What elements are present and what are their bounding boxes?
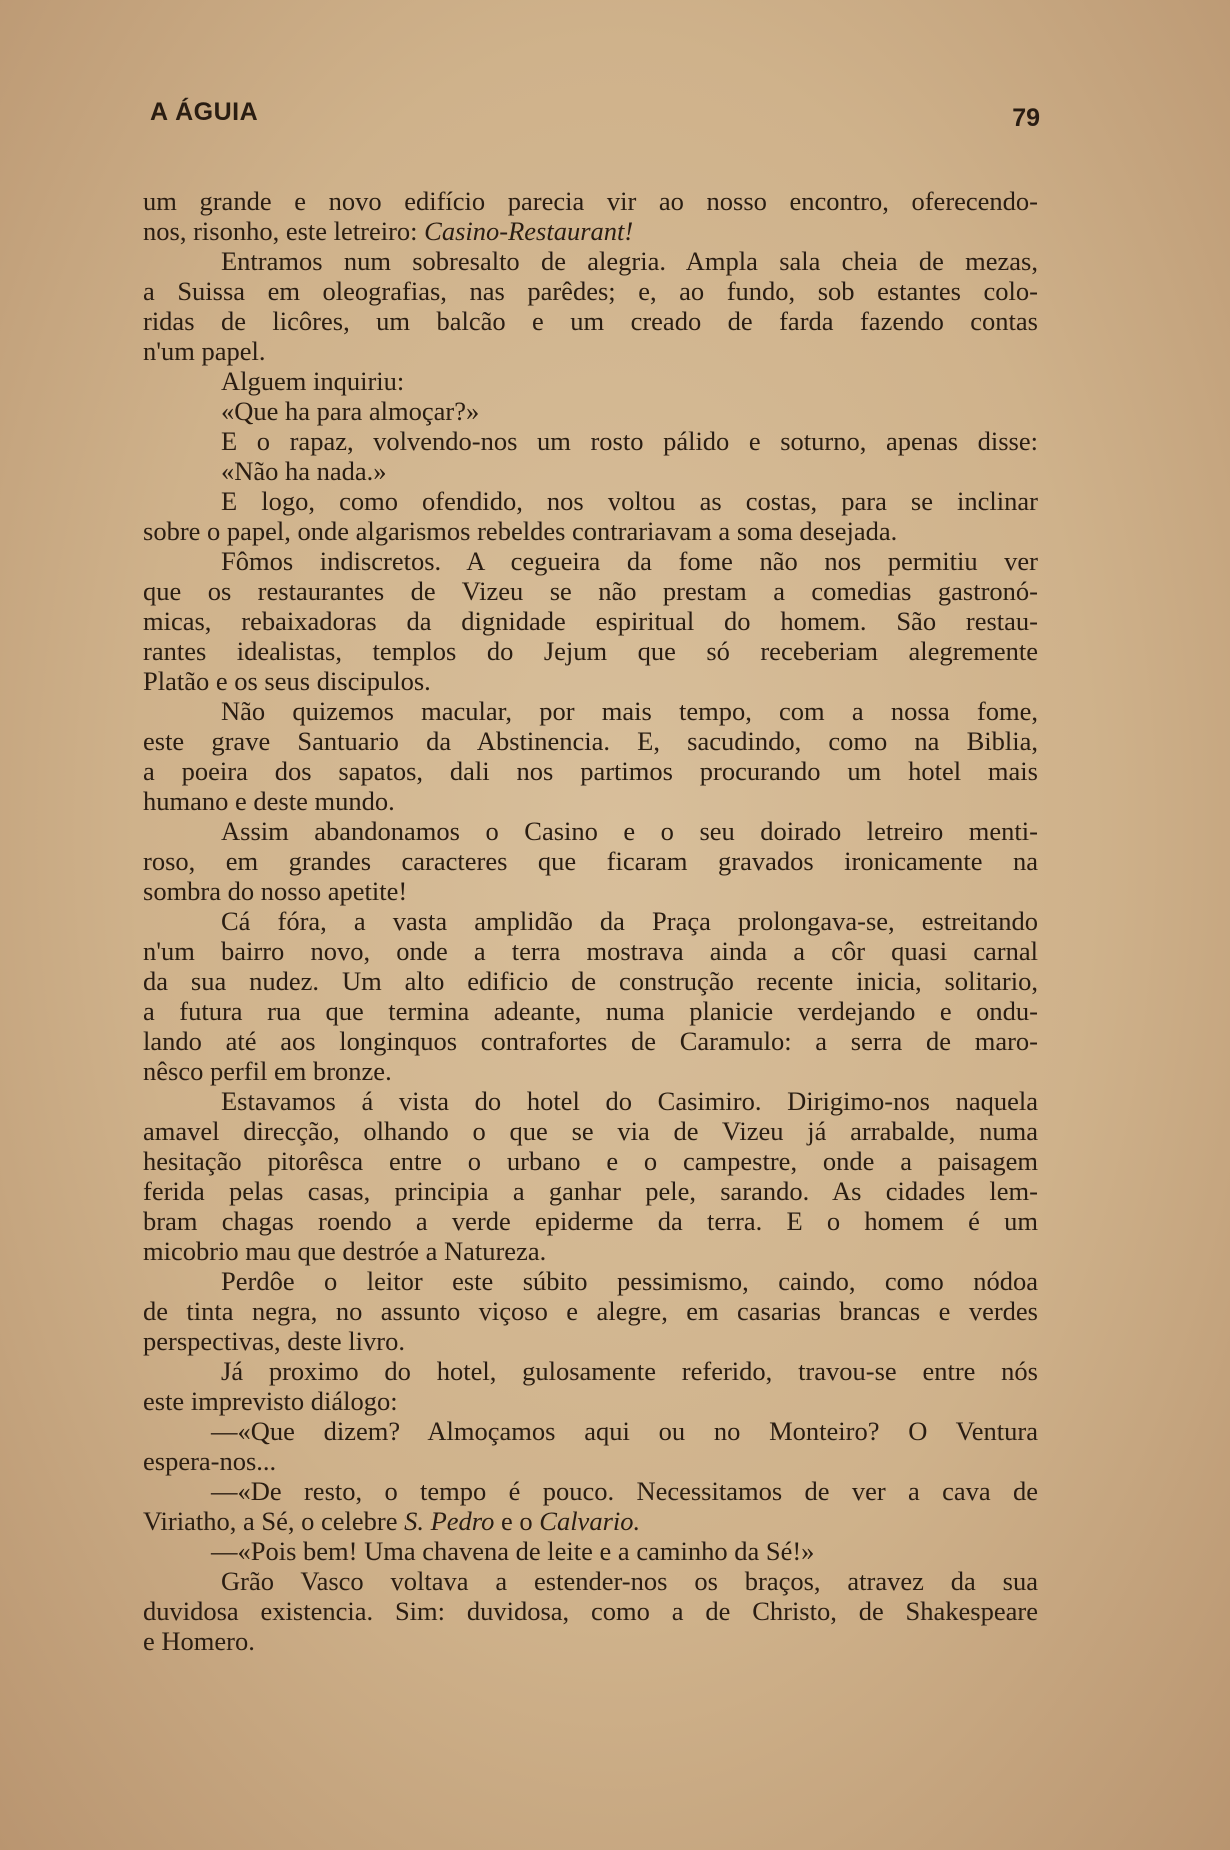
paragraph [143,1566,1038,1656]
text-line: e Homero. [143,1626,255,1656]
text-line: a futura rua que termina adeante, numa planicie verdejando e ondu- [143,996,1038,1026]
text-line: ferida pelas casas, principia a ganhar pele, sarando. As cidades lem- [143,1176,1038,1206]
text-line: este imprevisto diálogo: [143,1386,398,1416]
dialogue-paragraph [143,1416,1038,1476]
text-line: «Não ha nada.» [221,456,387,486]
text-line: um grande e novo edifício parecia vir ao nosso encontro, oferecendo- [143,186,1038,216]
text-fragment: e o [494,1506,540,1536]
paragraph [143,546,1038,696]
text-line: Perdôe o leitor este súbito pessimismo, caindo, como nódoa [221,1266,1038,1296]
italic-title: S. Pedro [404,1506,495,1536]
text-line: a Suissa em oleografias, nas parêdes; e, ao fundo, sob estantes colo- [143,276,1038,306]
italic-title: Calvario. [539,1506,641,1536]
text-line: n'um papel. [143,336,266,366]
paragraph [143,246,1038,366]
paragraph [143,1356,1038,1416]
text-line: Já proximo do hotel, gulosamente referido, travou-se entre nós [221,1356,1038,1386]
paragraph [143,186,1038,246]
text-line: rantes idealistas, templos do Jejum que só receberiam alegremente [143,636,1038,666]
text-line: humano e deste mundo. [143,786,395,816]
page-number: 79 [1012,104,1040,132]
text-line: —«De resto, o tempo é pouco. Necessitamos de ver a cava de [211,1476,1038,1506]
text-line: micobrio mau que destróe a Natureza. [143,1236,547,1266]
dialogue-paragraph [143,1536,1038,1566]
text-fragment: Viriatho, a Sé, o celebre [143,1506,405,1536]
text-line: da sua nudez. Um alto edificio de construção recente inicia, solitario, [143,966,1038,996]
text-line: micas, rebaixadoras da dignidade espiritual do homem. São restau- [143,606,1038,636]
text-line: de tinta negra, no assunto viçoso e alegre, em casarias brancas e verdes [143,1296,1038,1326]
text-line: este grave Santuario da Abstinencia. E, sacudindo, como na Biblia, [143,726,1038,756]
paragraph [143,696,1038,816]
text-line: E o rapaz, volvendo-nos um rosto pálido e soturno, apenas disse: [221,426,1038,456]
text-line: sobre o papel, onde algarismos rebeldes contrariavam a soma desejada. [143,516,898,546]
paragraph [143,366,1038,396]
text-line: perspectivas, deste livro. [143,1326,405,1356]
text-line: n'um bairro novo, onde a terra mostrava ainda a côr quasi carnal [143,936,1038,966]
running-head [150,98,1040,138]
text-line: a poeira dos sapatos, dali nos partimos procurando um hotel mais [143,756,1038,786]
text-line: Platão e os seus discipulos. [143,666,431,696]
text-line: Não quizemos macular, por mais tempo, com a nossa fome, [221,696,1038,726]
text-line: nêsco perfil em bronze. [143,1056,392,1086]
dialogue-paragraph [143,1476,1038,1536]
text-line: sombra do nosso apetite! [143,876,408,906]
text-line: «Que ha para almoçar?» [221,396,480,426]
text-line: espera-nos... [143,1446,277,1476]
text-line: E logo, como ofendido, nos voltou as costas, para se inclinar [221,486,1038,516]
paragraph [143,486,1038,546]
text-line: Assim abandonamos o Casino e o seu doirado letreiro menti- [221,816,1038,846]
text-line: ridas de licôres, um balcão e um creado de farda fazendo contas [143,306,1038,336]
text-line: Fômos indiscretos. A cegueira da fome não nos permitiu ver [221,546,1038,576]
paragraph [143,906,1038,1086]
text-fragment: nos, risonho, este letreiro: [143,216,425,246]
text-line: Alguem inquiriu: [221,366,405,396]
text-line: lando até aos longinquos contrafortes de Caramulo: a serra de maro- [143,1026,1038,1056]
paragraph [143,816,1038,906]
text-line: duvidosa existencia. Sim: duvidosa, como a de Christo, de Shakespeare [143,1596,1038,1626]
text-line: —«Que dizem? Almoçamos aqui ou no Monteiro? O Ventura [211,1416,1038,1446]
text-line: amavel direcção, olhando o que se via de Vizeu já arrabalde, numa [143,1116,1038,1146]
text-line: —«Pois bem! Uma chavena de leite e a caminho da Sé!» [211,1536,815,1566]
text-line: bram chagas roendo a verde epiderme da terra. E o homem é um [143,1206,1038,1236]
text-line: Entramos num sobresalto de alegria. Ampla sala cheia de mezas, [221,246,1038,276]
text-line [143,216,1038,246]
body-text [143,186,1038,1656]
italic-sign-text: Casino-Restaurant! [424,216,634,246]
text-line [143,1506,1038,1536]
paragraph [143,1086,1038,1266]
text-line: Grão Vasco voltava a estender-nos os braços, atravez da sua [221,1566,1038,1596]
paragraph [143,426,1038,486]
text-line: que os restaurantes de Vizeu se não prestam a comedias gastronó- [143,576,1038,606]
text-line: hesitação pitorêsca entre o urbano e o campestre, onde a paisagem [143,1146,1038,1176]
journal-title: A ÁGUIA [150,98,259,126]
text-line: Cá fóra, a vasta amplidão da Praça prolongava-se, estreitando [221,906,1038,936]
paragraph [143,1266,1038,1356]
text-line: Estavamos á vista do hotel do Casimiro. Dirigimo-nos naquela [221,1086,1038,1116]
text-line: roso, em grandes caracteres que ficaram gravados ironicamente na [143,846,1038,876]
paragraph [143,396,1038,426]
